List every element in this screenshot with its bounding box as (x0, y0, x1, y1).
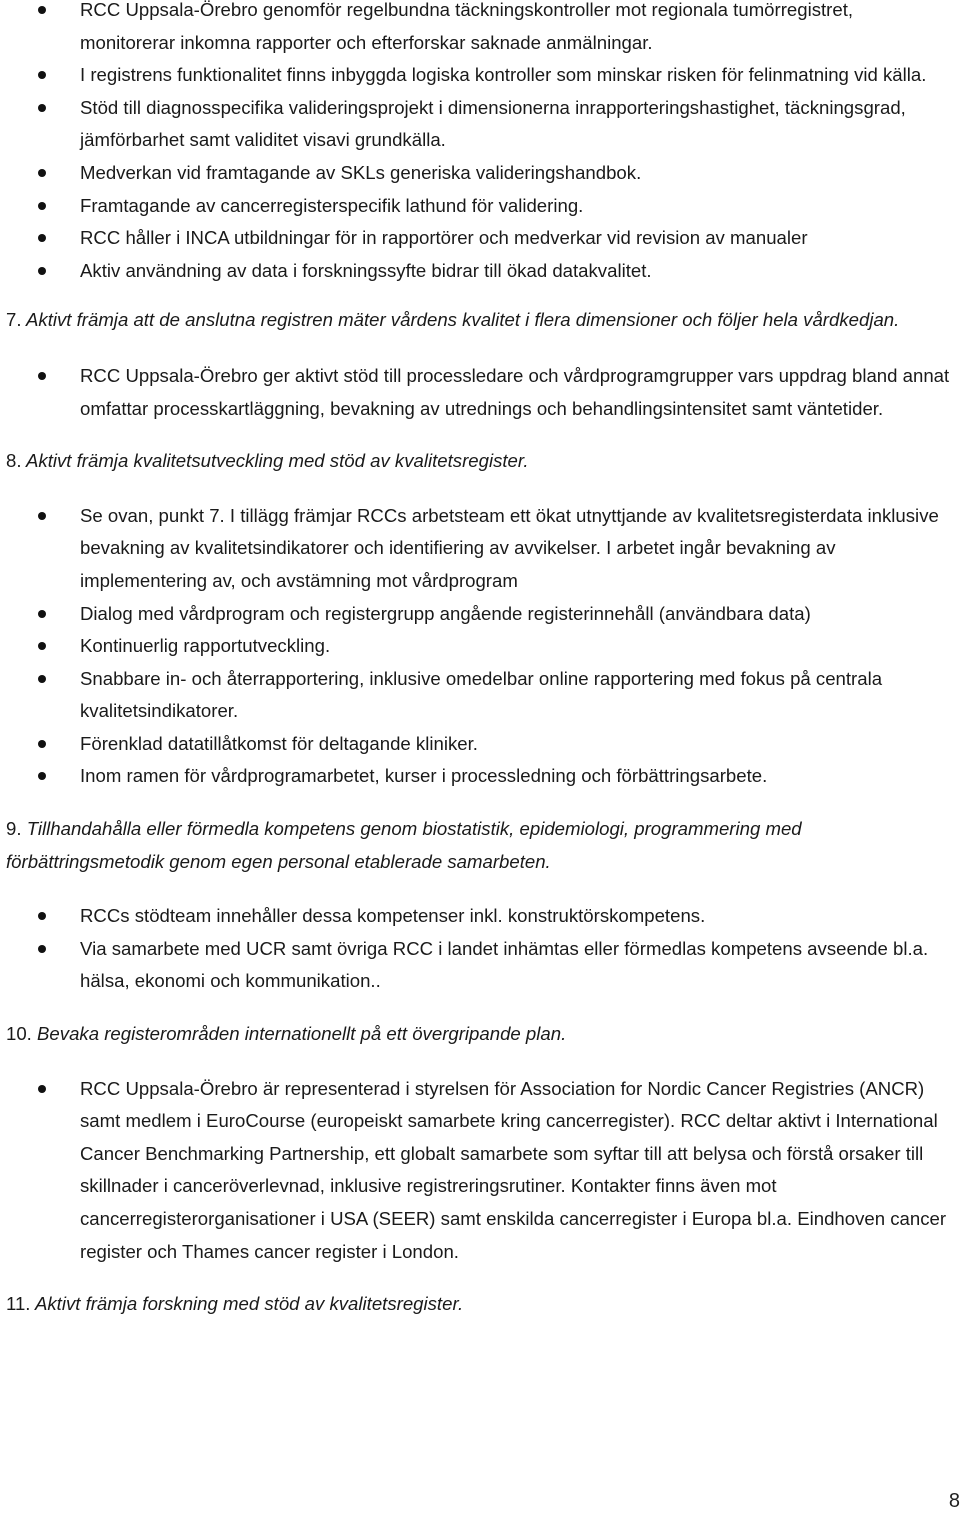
bullet-icon (38, 104, 46, 112)
bullet-icon (38, 912, 46, 920)
bullet-icon (38, 642, 46, 650)
section-number: 11. (6, 1293, 31, 1315)
list-item-text: Framtagande av cancerregisterspecifik lathund för validering. (80, 194, 584, 216)
list-item (0, 663, 960, 728)
section-number: 8. (6, 450, 22, 472)
bullet-icon (38, 202, 46, 210)
bullet-icon (38, 610, 46, 618)
list-item-text: Se ovan, punkt 7. I tillägg främjar RCCs arbetsteam ett ökat utnyttjande av kvalitetsregisterdata inklusive bevakning av kvalitetsindikatorer och identifiering av avvikelser. I arbetet ingår bevakning av implementering av, och avstämning mot vårdprogram (80, 504, 939, 591)
list-item (0, 255, 960, 288)
list-item-text: Snabbare in- och återrapportering, inklusive omedelbar online rapportering med fokus på centrala kvalitetsindikatorer. (80, 667, 883, 722)
bullet-icon (38, 234, 46, 242)
list-item-text: Dialog med vårdprogram och registergrupp angående registerinnehåll (användbara data) (80, 602, 811, 624)
bullet-icon (38, 267, 46, 275)
section-heading-11 (0, 1288, 960, 1321)
list-item (0, 760, 960, 793)
list-item-text: Medverkan vid framtagande av SKLs generiska valideringshandbok. (80, 161, 642, 183)
bullet-icon (38, 71, 46, 79)
list-item (0, 598, 960, 631)
list-item-text: Via samarbete med UCR samt övriga RCC i landet inhämtas eller förmedlas kompetens avseende bl.a. hälsa, ekonomi och kommunikation.. (80, 937, 929, 992)
section-heading-text: Aktivt främja forskning med stöd av kvalitetsregister. (34, 1293, 464, 1315)
bullet-list-international (0, 1073, 960, 1269)
section-heading-10 (0, 1018, 960, 1051)
list-item-text: RCC Uppsala-Örebro ger aktivt stöd till processledare och vårdprogramgrupper vars uppdrag bland annat omfattar processkartläggning, bevakning av utrednings och behandlingsintensitet samt väntetider. (80, 364, 950, 419)
section-heading-text: Aktivt främja att de anslutna registren mäter vårdens kvalitet i flera dimensioner och följer hela vårdkedjan. (26, 309, 900, 331)
bullet-icon (38, 945, 46, 953)
section-heading-8 (0, 445, 960, 478)
list-item-text: I registrens funktionalitet finns inbyggda logiska kontroller som minskar risken för felinmatning vid källa. (80, 64, 927, 86)
section-number: 7. (6, 309, 22, 331)
list-item-text: Inom ramen för vårdprogramarbetet, kurser i processledning och förbättringsarbete. (80, 765, 768, 787)
section-heading-9 (0, 813, 960, 878)
bullet-icon (38, 772, 46, 780)
list-item (0, 360, 960, 425)
bullet-list-competence (0, 900, 960, 998)
list-item-text: RCC Uppsala-Örebro är representerad i styrelsen för Association for Nordic Cancer Registries (ANCR) samt medlem i EuroCourse (europeiskt samarbete kring cancerregister). RCC deltar aktivt i International Cancer Benchmarking Partnership, ett globalt samarbete som syftar till att belysa och förstå orsaker till skillnader i canceröverlevnad, inklusive registreringsrutiner. Kontakter finns även mot cancerregisterorganisationer i USA (SEER) samt enskilda cancerregister i Europa bl.a. Eindhoven cancer register och Thames cancer register i London. (80, 1077, 947, 1262)
list-item-text: Förenklad datatillåtkomst för deltagande kliniker. (80, 732, 478, 754)
list-item (0, 728, 960, 761)
bullet-icon (38, 740, 46, 748)
list-item-text: RCC håller i INCA utbildningar för in rapportörer och medverkar vid revision av manualer (80, 227, 808, 249)
section-number: 10. (6, 1023, 32, 1045)
section-number: 9. (6, 818, 22, 840)
bullet-list-process-support (0, 360, 960, 425)
list-item (0, 500, 960, 598)
bullet-icon (38, 372, 46, 380)
section-heading-7 (0, 304, 960, 337)
bullet-icon (38, 1085, 46, 1093)
list-item (0, 157, 960, 190)
list-item (0, 1073, 960, 1269)
bullet-icon (38, 512, 46, 520)
list-item-text: Stöd till diagnosspecifika valideringsprojekt i dimensionerna inrapporteringshastighet, täckningsgrad, jämförbarhet samt validitet visavi grundkälla. (80, 96, 906, 151)
bullet-icon (38, 675, 46, 683)
list-item (0, 900, 960, 933)
list-item (0, 630, 960, 663)
list-item-text: Aktiv användning av data i forskningssyfte bidrar till ökad datakvalitet. (80, 259, 652, 281)
list-item-text: RCCs stödteam innehåller dessa kompetenser inkl. konstruktörskompetens. (80, 905, 706, 927)
section-heading-text: Bevaka registerområden internationellt på ett övergripande plan. (37, 1023, 567, 1045)
bullet-icon (38, 6, 46, 14)
bullet-list-quality-control (0, 0, 960, 287)
list-item (0, 92, 960, 157)
bullet-icon (38, 169, 46, 177)
list-item (0, 190, 960, 223)
list-item-text: RCC Uppsala-Örebro genomför regelbundna täckningskontroller mot regionala tumörregistret, monitorerar inkomna rapporter och efterforskar saknade anmälningar. (80, 0, 854, 53)
section-heading-text: Tillhandahålla eller förmedla kompetens genom biostatistik, epidemiologi, programmering med förbättringsmetodik genom egen personal etablerade samarbeten. (6, 818, 802, 872)
page-number: 8 (948, 1490, 960, 1512)
list-item (0, 933, 960, 998)
list-item (0, 59, 960, 92)
list-item (0, 0, 960, 59)
bullet-list-quality-development (0, 500, 960, 793)
list-item (0, 222, 960, 255)
section-heading-text: Aktivt främja kvalitetsutveckling med stöd av kvalitetsregister. (26, 450, 529, 472)
list-item-text: Kontinuerlig rapportutveckling. (80, 635, 331, 657)
